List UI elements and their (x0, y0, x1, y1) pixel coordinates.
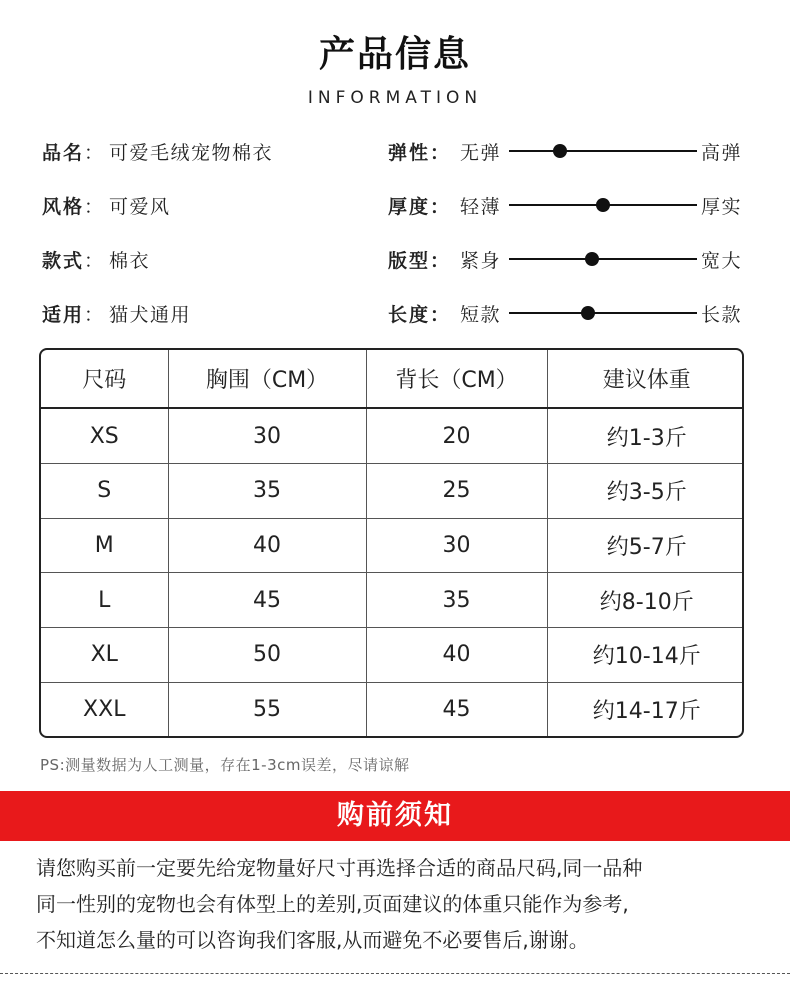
notice-line: 同一性别的宠物也会有体型上的差别,页面建议的体重只能作为参考, (36, 892, 629, 916)
table-header-cell: 背长（CM） (366, 350, 547, 408)
table-row (41, 518, 744, 573)
table-row (41, 408, 744, 464)
scale-low-label: 短款 (460, 304, 502, 326)
page-title: 产品信息 (318, 34, 471, 75)
info-row-name (42, 138, 273, 165)
scale-indicator-dot (585, 252, 599, 266)
table-cell: M (41, 518, 168, 573)
scale-low-label: 无弹 (460, 142, 502, 164)
table-cell: 约8-10斤 (547, 573, 744, 628)
info-row-style (42, 192, 171, 219)
table-cell: 约3-5斤 (547, 464, 744, 519)
table-cell: S (41, 464, 168, 519)
scale-track (509, 312, 697, 314)
table-cell: 45 (366, 682, 547, 736)
scale-label: 弹性： (388, 142, 452, 164)
table-row (41, 682, 744, 736)
scale-track (509, 150, 697, 152)
scale-low-label: 紧身 (460, 250, 502, 272)
scale-row-length (388, 300, 748, 326)
separator: ： (84, 196, 104, 218)
size-table (39, 348, 744, 738)
scale-indicator-dot (553, 144, 567, 158)
separator: ： (84, 250, 104, 272)
table-cell: L (41, 573, 168, 628)
dashed-divider (0, 973, 790, 974)
table-row (41, 627, 744, 682)
table-row (41, 464, 744, 519)
scale-low-label: 轻薄 (460, 196, 502, 218)
table-cell: 约1-3斤 (547, 408, 744, 464)
table-cell: 45 (168, 573, 366, 628)
scale-indicator-dot (596, 198, 610, 212)
table-cell: 25 (366, 464, 547, 519)
table-cell: 35 (366, 573, 547, 628)
table-cell: 35 (168, 464, 366, 519)
table-cell: XL (41, 627, 168, 682)
table-header-cell: 建议体重 (547, 350, 744, 408)
page-subtitle: INFORMATION (307, 88, 483, 108)
scale-high-label: 厚实 (701, 196, 743, 218)
info-label: 品名 (42, 142, 85, 164)
table-cell: 50 (168, 627, 366, 682)
table-cell: 30 (168, 408, 366, 464)
info-label: 款式 (42, 250, 85, 272)
measurement-note: PS:测量数据为人工测量，存在1-3cm误差，尽请谅解 (40, 756, 410, 774)
scale-label: 长度： (388, 304, 452, 326)
notice-text (36, 850, 766, 958)
scale-high-label: 宽大 (701, 250, 743, 272)
table-cell: 20 (366, 408, 547, 464)
scale-row-elasticity (388, 138, 748, 164)
table-cell: XXL (41, 682, 168, 736)
scale-high-label: 高弹 (701, 142, 743, 164)
table-cell: 约14-17斤 (547, 682, 744, 736)
info-value: 可爱毛绒宠物棉衣 (109, 142, 274, 164)
table-row (41, 573, 744, 628)
table-cell: 约5-7斤 (547, 518, 744, 573)
info-row-type (42, 246, 150, 273)
info-label: 风格 (42, 196, 85, 218)
table-header-cell: 胸围（CM） (168, 350, 366, 408)
table-cell: XS (41, 408, 168, 464)
table-cell: 约10-14斤 (547, 627, 744, 682)
info-label: 适用 (42, 304, 85, 326)
info-value: 可爱风 (109, 196, 171, 218)
scale-track (509, 258, 697, 260)
separator: ： (84, 142, 104, 164)
table-cell: 30 (366, 518, 547, 573)
notice-banner: 购前须知 (0, 791, 790, 841)
scale-indicator-dot (581, 306, 595, 320)
table-cell: 40 (168, 518, 366, 573)
scale-row-thickness (388, 192, 748, 218)
table-header-row (41, 350, 744, 408)
scale-high-label: 长款 (701, 304, 743, 326)
table-cell: 55 (168, 682, 366, 736)
table-cell: 40 (366, 627, 547, 682)
table-header-cell: 尺码 (41, 350, 168, 408)
scale-label: 版型： (388, 250, 452, 272)
scale-label: 厚度： (388, 196, 452, 218)
scale-row-fit (388, 246, 748, 272)
info-row-applicable (42, 300, 191, 327)
info-value: 棉衣 (109, 250, 151, 272)
notice-line: 请您购买前一定要先给宠物量好尺寸再选择合适的商品尺码,同一品种 (36, 856, 643, 880)
notice-line: 不知道怎么量的可以咨询我们客服,从而避免不必要售后,谢谢。 (36, 928, 589, 952)
separator: ： (84, 304, 104, 326)
info-value: 猫犬通用 (109, 304, 192, 326)
